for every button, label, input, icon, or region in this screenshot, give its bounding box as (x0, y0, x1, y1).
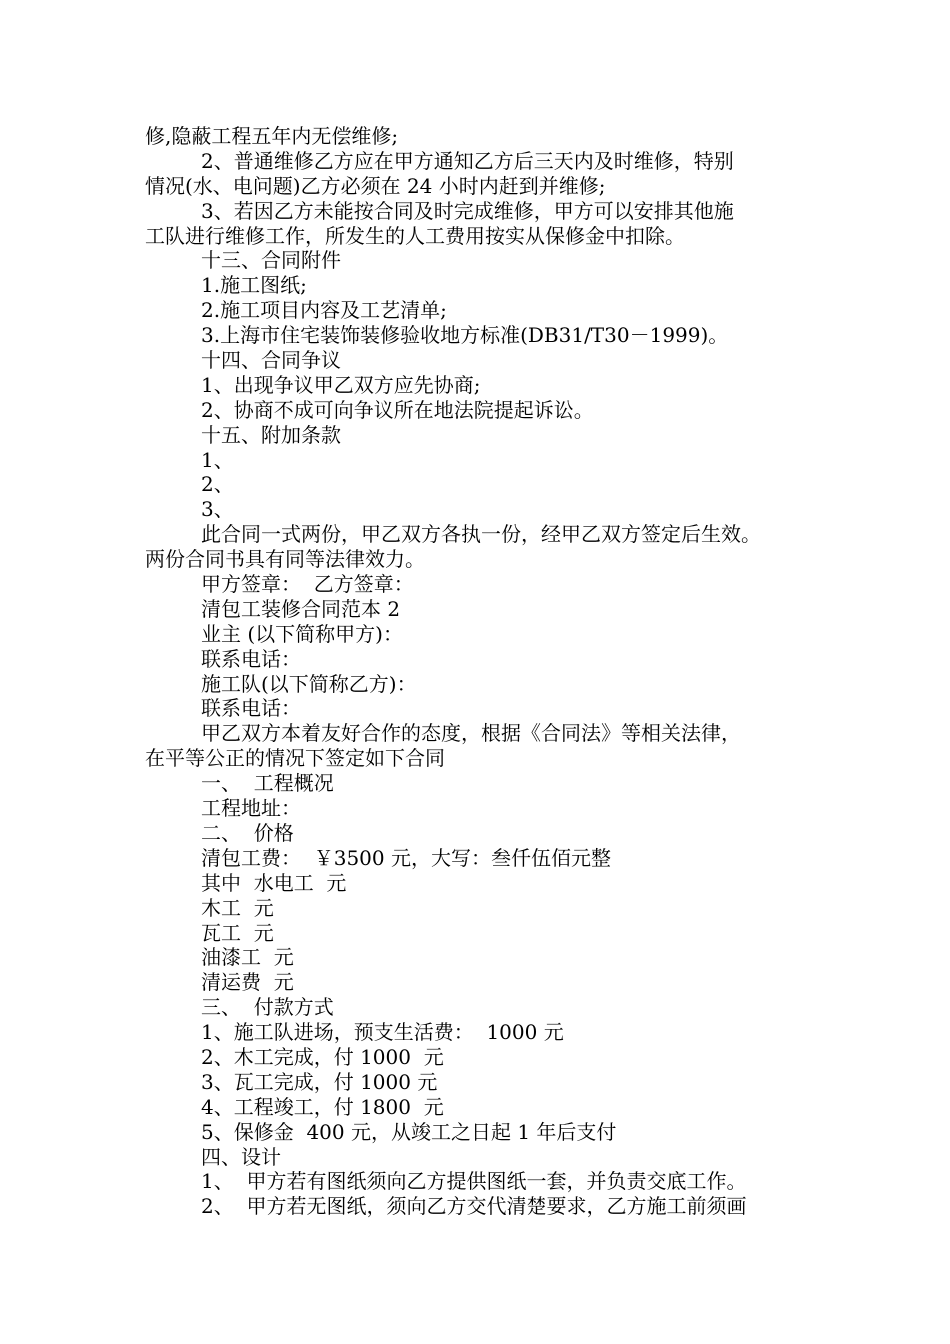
text-line: 甲乙双方本着友好合作的态度，根据《合同法》等相关法律， (201, 721, 741, 746)
text-line: 联系电话： (201, 646, 301, 671)
text-line: 工队进行维修工作，所发生的人工费用按实从保修金中扣除。 (145, 223, 685, 248)
text-line: 木工 元 (201, 895, 274, 920)
text-line: 4、工程竣工，付 1800 元 (201, 1094, 444, 1119)
text-line: 其中 水电工 元 (201, 870, 347, 895)
text-line: 1.施工图纸; (201, 273, 307, 298)
text-line: 施工队(以下简称乙方)： (201, 671, 417, 696)
text-line: 3、 (201, 497, 234, 522)
text-line: 二、 价格 (201, 820, 294, 845)
text-line: 情况(水、电问题)乙方必须在 24 小时内赶到并维修; (145, 173, 606, 198)
text-line: 2、 (201, 472, 234, 497)
text-line: 3.上海市住宅装饰装修验收地方标准(DB31/T30－1999)。 (201, 323, 729, 348)
text-line: 2、协商不成可向争议所在地法院提起诉讼。 (201, 397, 594, 422)
text-line: 十五、附加条款 (201, 422, 341, 447)
text-line: 清包工装修合同范本 2 (201, 596, 401, 621)
text-line: 1、 甲方若有图纸须向乙方提供图纸一套，并负责交底工作。 (201, 1169, 747, 1194)
text-line: 清运费 元 (201, 970, 294, 995)
text-line: 2、普通维修乙方应在甲方通知乙方后三天内及时维修，特别 (201, 148, 734, 173)
text-line: 联系电话： (201, 696, 301, 721)
text-line: 一、 工程概况 (201, 771, 334, 796)
text-line: 业主 (以下简称甲方)： (201, 621, 403, 646)
text-line: 两份合同书具有同等法律效力。 (145, 547, 425, 572)
text-line: 在平等公正的情况下签定如下合同 (145, 746, 445, 771)
text-line: 5、保修金 400 元，从竣工之日起 1 年后支付 (201, 1119, 617, 1144)
text-line: 修,隐蔽工程五年内无偿维修; (145, 124, 399, 148)
text-line: 瓦工 元 (201, 920, 274, 945)
text-line: 1、施工队进场，预支生活费： 1000 元 (201, 1020, 564, 1045)
text-line: 甲方签章： 乙方签章： (201, 572, 414, 597)
text-line: 清包工费： ￥3500 元，大写：叁仟伍佰元整 (201, 845, 611, 870)
text-line: 3、瓦工完成，付 1000 元 (201, 1069, 438, 1094)
text-line: 此合同一式两份，甲乙双方各执一份，经甲乙双方签定后生效。 (201, 522, 761, 547)
text-line: 工程地址： (201, 796, 301, 821)
text-line: 1、出现争议甲乙双方应先协商; (201, 372, 481, 397)
text-line: 十三、合同附件 (201, 248, 341, 273)
text-line: 四、设计 (201, 1144, 281, 1169)
text-line: 2.施工项目内容及工艺清单; (201, 298, 447, 323)
text-line: 三、 付款方式 (201, 995, 334, 1020)
text-line: 2、木工完成，付 1000 元 (201, 1044, 444, 1069)
text-line: 十四、合同争议 (201, 348, 341, 373)
text-line: 1、 (201, 447, 234, 472)
text-line: 2、 甲方若无图纸，须向乙方交代清楚要求，乙方施工前须画 (201, 1194, 747, 1219)
text-line: 油漆工 元 (201, 945, 294, 970)
text-line: 3、若因乙方未能按合同及时完成维修，甲方可以安排其他施 (201, 198, 734, 223)
document-body (145, 124, 825, 1219)
